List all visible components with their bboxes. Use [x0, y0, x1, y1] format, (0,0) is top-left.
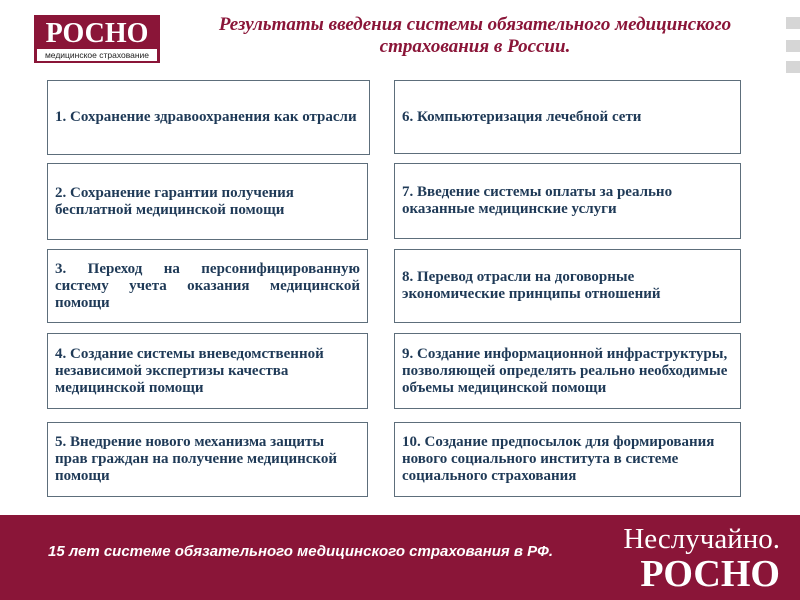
result-item-text: 3. Переход на персонифицированную систему учета оказания медицинской помощи	[55, 260, 360, 311]
corner-decoration	[786, 17, 800, 29]
footer-banner	[0, 515, 800, 600]
corner-decoration	[786, 61, 800, 73]
logo-subtitle: медицинское страхование	[37, 49, 157, 61]
result-item-5	[47, 422, 368, 497]
result-item-text: 8. Перевод отрасли на договорные экономические принципы отношений	[402, 269, 661, 302]
rosno-logo	[34, 15, 160, 63]
slogan	[623, 523, 780, 593]
result-item-text: 6. Компьютеризация лечебной сети	[402, 108, 642, 125]
footer-text: 15 лет системе обязательного медицинского страхования в РФ.	[48, 543, 554, 560]
result-item-text: 7. Введение системы оплаты за реально оказанные медицинские услуги	[402, 184, 673, 217]
slogan-line-2: РОСНО	[640, 553, 780, 595]
result-item-8	[394, 249, 741, 323]
result-item-text: 5. Внедрение нового механизма защиты прав граждан на получение медицинской помощи	[55, 434, 337, 484]
corner-decoration	[786, 40, 800, 52]
page-title: Результаты введения системы обязательного медицинского страхования в России.	[218, 14, 732, 57]
result-item-6	[394, 80, 741, 154]
logo-brand: РОСНО	[45, 18, 149, 49]
result-item-text: 2. Сохранение гарантии получения бесплатной медицинской помощи	[55, 184, 294, 218]
result-item-text: 9. Создание информационной инфраструктуры, позволяющей определять реально необходимые объемы медицинской помощи	[402, 345, 728, 396]
result-item-text: 4. Создание системы вневедомственной независимой экспертизы качества медицинской помощи	[55, 345, 324, 396]
result-item-3	[47, 249, 368, 323]
result-item-2	[47, 163, 368, 240]
result-item-4	[47, 333, 368, 409]
result-item-1	[47, 80, 370, 155]
result-item-text: 10. Создание предпосылок для формирования нового социального института в системе социального страхования	[402, 434, 715, 484]
result-item-10	[394, 422, 741, 497]
slogan-line-1: Неслучайно.	[623, 523, 780, 555]
result-item-7	[394, 163, 741, 239]
result-item-9	[394, 333, 741, 409]
result-item-text: 1. Сохранение здравоохранения как отрасли	[55, 109, 357, 125]
